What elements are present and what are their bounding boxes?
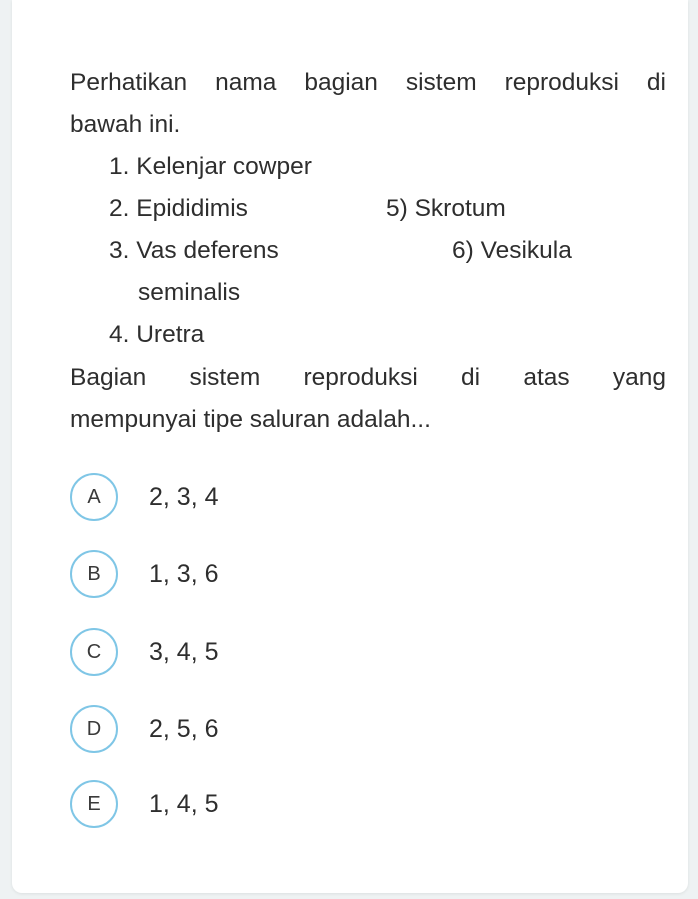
- word: reproduksi: [504, 69, 619, 96]
- word: Bagian: [70, 364, 147, 391]
- option-b[interactable]: [70, 549, 219, 599]
- question-intro-line1: [70, 68, 666, 98]
- option-b-letter[interactable]: B: [70, 550, 118, 598]
- list-item-1: 1. Kelenjar cowper: [109, 153, 312, 180]
- option-d-text: 2, 5, 6: [149, 714, 219, 743]
- option-a[interactable]: [70, 472, 219, 522]
- question-prompt-line1: [70, 363, 666, 393]
- list-item-6-continued: seminalis: [138, 279, 241, 306]
- list-item-4: 4. Uretra: [109, 321, 205, 348]
- word: di: [461, 364, 481, 391]
- word: yang: [612, 364, 666, 391]
- word: sistem: [189, 364, 261, 391]
- list-item-2: 2. Epididimis: [109, 195, 248, 222]
- list-item-3: 3. Vas deferens: [109, 237, 279, 264]
- option-d-letter[interactable]: D: [70, 705, 118, 753]
- word: di: [646, 69, 666, 96]
- option-b-text: 1, 3, 6: [149, 559, 219, 588]
- option-c[interactable]: [70, 627, 219, 677]
- list-item-5: 5) Skrotum: [386, 195, 506, 222]
- option-a-text: 2, 3, 4: [149, 482, 219, 511]
- option-d[interactable]: [70, 704, 219, 754]
- question-card: [12, 0, 688, 893]
- word: nama: [215, 69, 277, 96]
- question-intro-line2: bawah ini.: [70, 111, 181, 138]
- option-e[interactable]: [70, 779, 219, 829]
- word: reproduksi: [303, 364, 418, 391]
- question-prompt-line2: mempunyai tipe saluran adalah...: [70, 406, 431, 433]
- word: bagian: [304, 69, 378, 96]
- option-c-text: 3, 4, 5: [149, 637, 219, 666]
- word: Perhatikan: [70, 69, 188, 96]
- option-a-letter[interactable]: A: [70, 473, 118, 521]
- word: sistem: [405, 69, 477, 96]
- list-item-6: 6) Vesikula: [452, 237, 572, 264]
- option-e-text: 1, 4, 5: [149, 789, 219, 818]
- option-e-letter[interactable]: E: [70, 780, 118, 828]
- word: atas: [523, 364, 570, 391]
- option-c-letter[interactable]: C: [70, 628, 118, 676]
